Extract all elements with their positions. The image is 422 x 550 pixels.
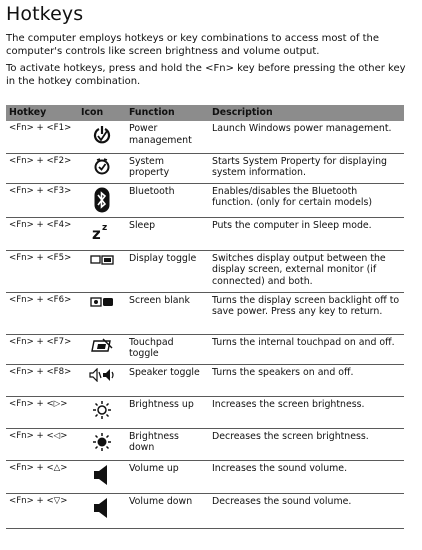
brightness-down-icon [92, 432, 112, 452]
function-cell: Power management [126, 121, 209, 153]
hotkeys-table [6, 105, 404, 529]
bluetooth-icon [94, 187, 110, 213]
table-row [6, 153, 404, 183]
intro-paragraph-1: The computer employs hotkeys or key combinations to access most of the computer's controls like screen brightness and volume output. [6, 33, 379, 57]
page-title: Hotkeys [6, 3, 84, 25]
table-row [6, 183, 404, 217]
header-hotkey: Hotkey [6, 105, 78, 121]
description-cell: Increases the sound volume. [209, 460, 404, 493]
hotkey-cell: <Fn> + <F4> [6, 217, 78, 250]
description-cell: Starts System Property for displaying system information. [209, 153, 404, 183]
display-toggle-icon [90, 254, 114, 266]
touchpad-toggle-icon [91, 338, 113, 354]
hotkey-cell: <Fn> + <▽> [6, 493, 78, 528]
description-cell: Puts the computer in Sleep mode. [209, 217, 404, 250]
function-cell: Volume down [126, 493, 209, 528]
description-cell: Turns the internal touchpad on and off. [209, 334, 404, 364]
header-icon: Icon [78, 105, 126, 121]
description-cell: Switches display output between the display screen, external monitor (if connected) and both. [209, 250, 404, 292]
hotkey-cell: <Fn> + <F2> [6, 153, 78, 183]
description-cell: Enables/disables the Bluetooth function. (only for certain models) [209, 183, 404, 217]
function-cell: Volume up [126, 460, 209, 493]
description-cell: Launch Windows power management. [209, 121, 404, 153]
hotkey-cell: <Fn> + <F5> [6, 250, 78, 292]
table-row [6, 364, 404, 396]
volume-up-icon [93, 464, 111, 486]
description-cell: Turns the display screen backlight off to save power. Press any key to return. [209, 292, 404, 334]
table-row [6, 217, 404, 250]
header-function: Function [126, 105, 209, 121]
function-cell: Bluetooth [126, 183, 209, 217]
table-row [6, 428, 404, 460]
description-cell: Decreases the screen brightness. [209, 428, 404, 460]
system-property-icon [93, 157, 111, 175]
function-cell: Sleep [126, 217, 209, 250]
hotkey-cell: <Fn> + <F1> [6, 121, 78, 153]
intro-paragraph-2: To activate hotkeys, press and hold the <Fn> key before pressing the other key in the hotkey combination. [6, 63, 406, 87]
hotkey-cell: <Fn> + <F8> [6, 364, 78, 396]
table-row [6, 460, 404, 493]
function-cell: System property [126, 153, 209, 183]
sleep-icon [91, 221, 113, 241]
hotkey-cell: <Fn> + <F6> [6, 292, 78, 334]
function-cell: Brightness down [126, 428, 209, 460]
table-row [6, 334, 404, 364]
hotkey-cell: <Fn> + <△> [6, 460, 78, 493]
power-management-icon [93, 124, 111, 146]
table-row [6, 292, 404, 334]
table-header-row [6, 105, 404, 121]
hotkey-cell: <Fn> + <▷> [6, 396, 78, 428]
table-row [6, 250, 404, 292]
hotkey-cell: <Fn> + <◁> [6, 428, 78, 460]
description-cell: Decreases the sound volume. [209, 493, 404, 528]
function-cell: Touchpad toggle [126, 334, 209, 364]
svg-text:z: z [92, 224, 101, 241]
brightness-up-icon [92, 400, 112, 420]
table-row [6, 396, 404, 428]
table-row [6, 121, 404, 153]
table-row [6, 493, 404, 528]
function-cell: Brightness up [126, 396, 209, 428]
speaker-toggle-icon [89, 368, 115, 382]
function-cell: Speaker toggle [126, 364, 209, 396]
volume-down-icon [93, 497, 111, 519]
description-cell: Increases the screen brightness. [209, 396, 404, 428]
header-description: Description [209, 105, 404, 121]
svg-text:z: z [102, 222, 108, 233]
function-cell: Display toggle [126, 250, 209, 292]
screen-blank-icon [90, 296, 114, 308]
function-cell: Screen blank [126, 292, 209, 334]
hotkey-cell: <Fn> + <F3> [6, 183, 78, 217]
hotkey-cell: <Fn> + <F7> [6, 334, 78, 364]
description-cell: Turns the speakers on and off. [209, 364, 404, 396]
